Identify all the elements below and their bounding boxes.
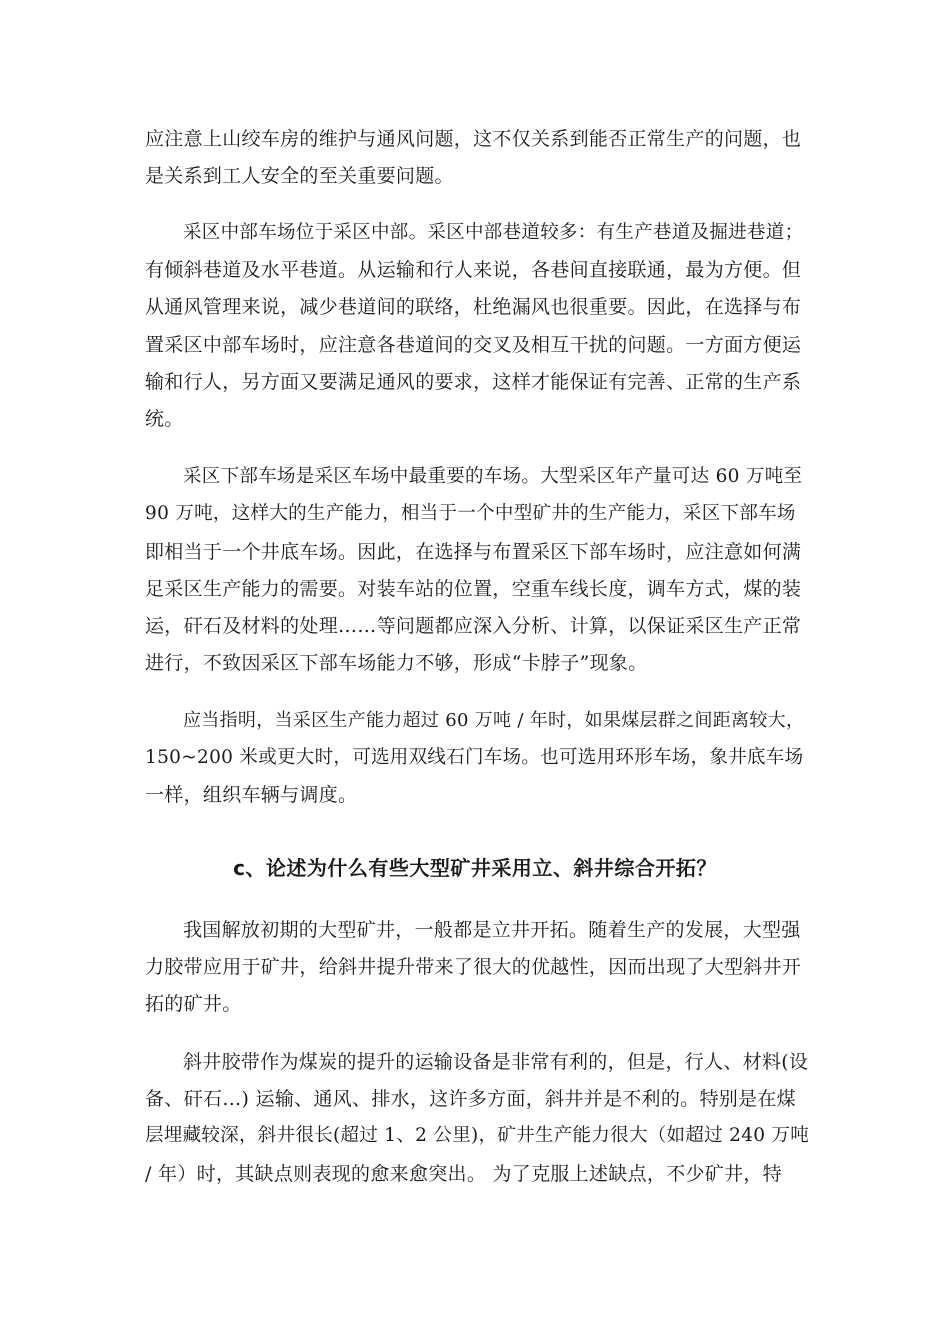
text-line: 有倾斜巷道及水平巷道。从运输和行人来说，各巷间直接联通，最为方便。但 (145, 259, 802, 281)
text-line: 采区中部车场位于采区中部。采区中部巷道较多：有生产巷道及掘进巷道； (183, 222, 804, 243)
text-line: 应注意上山绞车房的维护与通风问题，这不仅关系到能否正常生产的问题，也 (145, 128, 802, 150)
text-line: 层埋藏较深，斜井很长(超过 1、2 公里)，矿井生产能力很大（如超过 240 万吨 (145, 1125, 810, 1146)
text-line: 是关系到工人安全的至关重要问题。 (145, 165, 454, 187)
text-line: 置采区中部车场时，应注意各巷道间的交叉及相互干扰的问题。一方面方便运 (145, 334, 802, 356)
text-line: 应当指明，当采区生产能力超过 60 万吨 / 年时，如果煤层群之间距离较大， (183, 710, 805, 731)
text-line: 从通风管理来说，减少巷道间的联络，杜绝漏风也很重要。因此，在选择与布 (145, 296, 802, 318)
text-line: 进行，不致因采区下部车场能力不够，形成“卡脖子”现象。 (145, 652, 648, 674)
text-line: 统。 (145, 408, 184, 430)
text-line: 90 万吨，这样大的生产能力，相当于一个中型矿井的生产能力，采区下部车场 (145, 503, 796, 524)
text-line: / 年）时，其缺点则表现的愈来愈突出。 为了克服上述缺点，不少矿井，特 (145, 1163, 782, 1185)
text-line: 足采区生产能力的需要。对装车站的位置，空重车线长度，调车方式，煤的装 (145, 578, 802, 600)
text-line: 我国解放初期的大型矿井，一般都是立井开拓。随着生产的发展，大型强 (183, 919, 801, 941)
section-heading: c、论述为什么有些大型矿井采用立、斜井综合开拓？ (233, 856, 717, 880)
text-line: 运，矸石及材料的处理……等问题都应深入分析、计算，以保证采区生产正常 (145, 615, 802, 637)
text-line: 一样，组织车辆与调度。 (145, 784, 358, 806)
text-line: 即相当于一个井底车场。因此，在选择与布置采区下部车场时，应注意如何满 (145, 541, 802, 563)
text-line: 备、矸石…) 运输、通风、排水，这许多方面，斜井并是不利的。特别是在煤 (145, 1088, 796, 1110)
text-line: 150~200 米或更大时，可选用双线石门车场。也可选用环形车场，象井底车场 (145, 747, 804, 768)
text-line: 力胶带应用于矿井，给斜井提升带来了很大的优越性，因而出现了大型斜井开 (145, 956, 802, 978)
text-line: 输和行人，另方面又要满足通风的要求，这样才能保证有完善、正常的生产系 (145, 371, 802, 393)
text-line: 斜井胶带作为煤炭的提升的运输设备是非常有利的，但是，行人、材料(设 (183, 1051, 809, 1073)
text-line: 拓的矿井。 (145, 993, 242, 1015)
text-line: 采区下部车场是采区车场中最重要的车场。大型采区年产量可达 60 万吨至 (183, 466, 803, 487)
